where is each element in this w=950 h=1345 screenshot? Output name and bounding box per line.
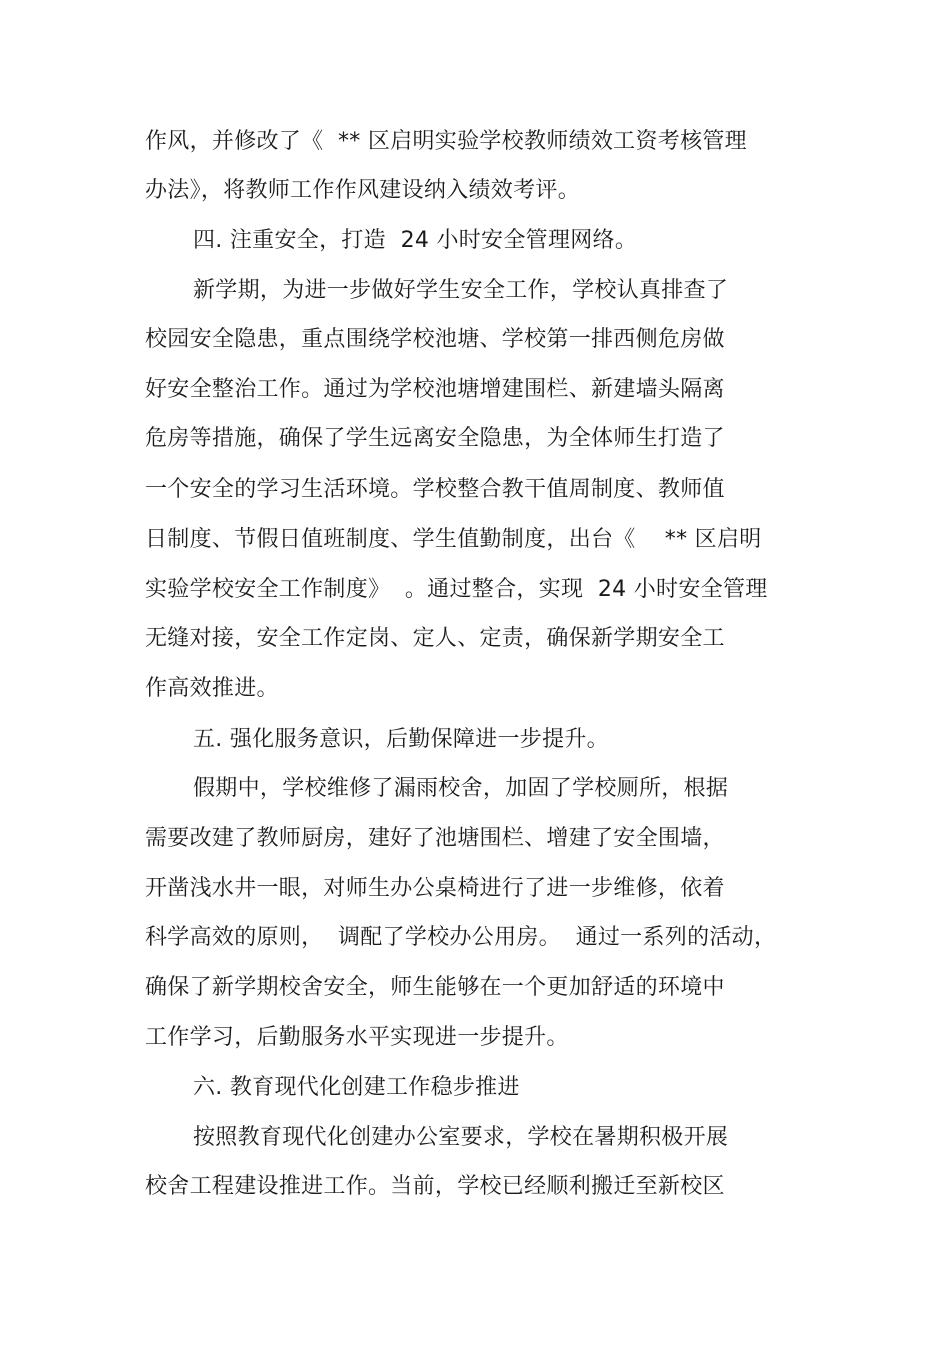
body-text-line: 开凿浅水井一眼，对师生办公桌椅进行了进一步维修，依着 [145,876,725,901]
body-text-line: 好安全整治工作。通过为学校池塘增建围栏、新建墙头隔离 [145,377,725,402]
body-text-line: 校园安全隐患，重点围绕学校池塘、学校第一排西侧危房做 [145,327,725,352]
body-text-line: 按照教育现代化创建办公室要求，学校在暑期积极开展 [193,1125,729,1150]
body-text-line: 作高效推进。 [145,676,279,701]
section-heading: 四. 注重安全，打造 24 小时安全管理网络。 [193,228,638,253]
body-text-line: 日制度、节假日值班制度、学生值勤制度，出台《 ** 区启明 [145,527,762,552]
section-heading: 六. 教育现代化创建工作稳步推进 [193,1075,520,1100]
body-text-line: 工作学习，后勤服务水平实现进一步提升。 [145,1025,569,1050]
body-text-line: 新学期，为进一步做好学生安全工作，学校认真排查了 [193,278,729,303]
body-text-line: 确保了新学期校舍安全，师生能够在一个更加舒适的环境中 [145,975,725,1000]
body-text-line: 校舍工程建设推进工作。当前，学校已经顺利搬迁至新校区 [145,1174,725,1199]
body-text-line: 科学高效的原则， 调配了学校办公用房。 通过一系列的活动， [145,925,777,950]
body-text-line: 办法》，将教师工作作风建设纳入绩效考评。 [145,178,581,203]
body-text-line: 假期中，学校维修了漏雨校舍，加固了学校厕所，根据 [193,776,729,801]
section-heading: 五. 强化服务意识，后勤保障进一步提升。 [193,727,609,752]
body-text-line: 需要改建了教师厨房，建好了池塘围栏、增建了安全围墙， [145,826,725,851]
body-text-line: 作风，并修改了《 ** 区启明实验学校教师绩效工资考核管理 [145,129,747,154]
body-text-line: 实验学校安全工作制度》 。通过整合，实现 24 小时安全管理 [145,577,768,602]
body-text-line: 一个安全的学习生活环境。学校整合教干值周制度、教师值 [145,477,725,502]
body-text-line: 危房等措施，确保了学生远离安全隐患，为全体师生打造了 [145,426,725,451]
body-text-line: 无缝对接，安全工作定岗、定人、定责，确保新学期安全工 [145,626,725,651]
